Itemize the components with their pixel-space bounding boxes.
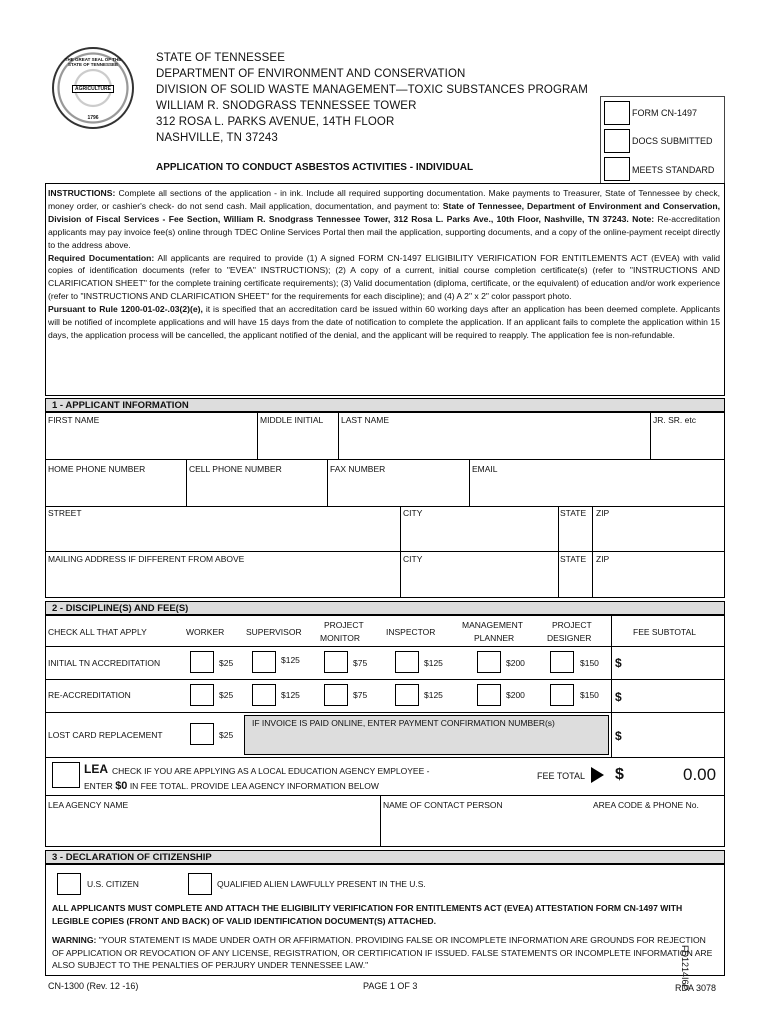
lea-instruction-3: IN FEE TOTAL. PROVIDE LEA AGENCY INFORMATION BELOW (129, 781, 379, 791)
section-1-header: 1 - APPLICANT INFORMATION (45, 398, 725, 412)
form-cn1497-label: FORM CN-1497 (632, 108, 698, 118)
instructions-text (48, 187, 720, 342)
docs-submitted-label: DOCS SUBMITTED (632, 136, 713, 146)
lea-checkbox[interactable] (52, 762, 80, 788)
fee-amount: $25 (219, 690, 234, 700)
initial-management-planner-checkbox[interactable] (477, 651, 501, 673)
initial-supervisor-checkbox[interactable] (252, 651, 276, 673)
required-doc-text: All applicants are required to provide (1) A signed FORM CN-1497 ELIGIBILITY VERIFICATION FOR ENTITLEMENTS ACT (EVEA) with valid copies of identification documents (refer to "EVEA" INSTRUCTIONS); (2) A copy of a current, initial course completion certificate(s) (refer to "INSTRUCTIONS AND CLARIFICATION SHEET" for the complete training certificate requirements); (3) Valid documentation (diploma, certificate, or the equivalent) of education and/or work experience (refer to "INSTRUCTIONS AND CLARIFICATION SHEET" for the requirements for each discipline); and (4) A 2" x 2" color passport photo. (48, 252, 721, 302)
required-doc-label: Required Documentation: (48, 252, 155, 263)
zip-field[interactable]: ZIP (596, 508, 610, 518)
reacc-management-planner-checkbox[interactable] (477, 684, 501, 706)
section-3-header: 3 - DECLARATION OF CITIZENSHIP (45, 850, 725, 864)
footer-rda: RDA 3078 (675, 983, 717, 993)
initial-subtotal-field[interactable]: $ (615, 656, 622, 670)
warning-body: "YOUR STATEMENT IS MADE UNDER OATH OR AFFIRMATION. PROVIDING FALSE OR INCOMPLETE INFORMATION ARE GROUNDS FOR REJECTION OF APPLICATION OR REVOCATION OF ANY LICENSE, REGISTRATION, OR CERTIFICATION IF ISSUED. FALSE STATEMENTS OR INCOMPLETE INFORMATION ARE ALSO SUBJECT TO THE PENALTIES OF PERJURY UNDER TENNESSEE LAW." (52, 935, 713, 970)
note-text: Re-accreditation applicants may pay invoice fee(s) online through TDEC Online Services Portal then mail the application, supporting documents, and a copy of the online-payment receipt directly to the address above. (48, 213, 720, 250)
reacc-project-monitor-checkbox[interactable] (324, 684, 348, 706)
mailing-city-field[interactable]: CITY (403, 554, 423, 564)
seal-text: THE GREAT SEAL OF THE STATE OF TENNESSEE (64, 57, 122, 67)
header-line: WILLIAM R. SNODGRASS TENNESSEE TOWER (156, 100, 417, 112)
check-all-label: CHECK ALL THAT APPLY (48, 627, 147, 637)
fee-total-dollar: $ (615, 766, 624, 783)
fee-amount: $25 (219, 730, 234, 740)
reacc-inspector-checkbox[interactable] (395, 684, 419, 706)
reaccreditation-label: RE-ACCREDITATION (48, 690, 131, 700)
lea-instruction-2: ENTER (84, 781, 113, 791)
mailing-address-field[interactable]: MAILING ADDRESS IF DIFFERENT FROM ABOVE (48, 554, 245, 564)
fee-amount: $150 (580, 658, 599, 668)
lost-card-label: LOST CARD REPLACEMENT (48, 730, 163, 740)
contact-phone-field[interactable]: AREA CODE & PHONE No. (593, 800, 699, 810)
fee-amount: $125 (281, 690, 300, 700)
footer-page-number: PAGE 1 OF 3 (363, 981, 418, 991)
middle-initial-field[interactable]: MIDDLE INITIAL (260, 415, 324, 425)
reacc-project-designer-checkbox[interactable] (550, 684, 574, 706)
docs-submitted-checkbox[interactable] (604, 129, 630, 153)
section-2-header: 2 - DISCIPLINE(S) AND FEE(S) (45, 601, 725, 615)
initial-accreditation-label: INITIAL TN ACCREDITATION (48, 658, 161, 668)
worker-header: WORKER (186, 627, 225, 637)
form-title: APPLICATION TO CONDUCT ASBESTOS ACTIVITIES - INDIVIDUAL (156, 162, 474, 173)
project-designer-header-2: DESIGNER (547, 633, 592, 643)
note-label: Note: (632, 213, 655, 224)
reacc-subtotal-field[interactable]: $ (615, 690, 622, 704)
initial-project-monitor-checkbox[interactable] (324, 651, 348, 673)
fax-field[interactable]: FAX NUMBER (330, 464, 386, 474)
home-phone-field[interactable]: HOME PHONE NUMBER (48, 464, 146, 474)
side-form-code: FD1214I6P (680, 945, 690, 991)
first-name-field[interactable]: FIRST NAME (48, 415, 100, 425)
fee-amount: $200 (506, 658, 525, 668)
fee-amount: $125 (281, 655, 300, 665)
rule-text: it is specified that an accreditation card be issued within 60 working days after an application has been deemed complete. Applicants will be notified of incomplete applications and will have 15 days from the date of notification to complete the application. If an applicant fails to complete the application within 15 days, the application process will be cancelled, the applicant notified of the denial, and the applicant will be required to reapply. The application fee is non-refundable. (48, 304, 720, 340)
us-citizen-checkbox[interactable] (57, 873, 81, 895)
cell-phone-field[interactable]: CELL PHONE NUMBER (189, 464, 282, 474)
fee-amount: $200 (506, 690, 525, 700)
form-cn1497-checkbox[interactable] (604, 101, 630, 125)
lea-instruction: CHECK IF YOU ARE APPLYING AS A LOCAL EDUCATION AGENCY EMPLOYEE - (112, 766, 430, 776)
initial-inspector-checkbox[interactable] (395, 651, 419, 673)
fee-amount: $25 (219, 658, 234, 668)
applicant-info-grid (45, 412, 725, 598)
inspector-header: INSPECTOR (386, 627, 436, 637)
evea-requirement: ALL APPLICANTS MUST COMPLETE AND ATTACH THE ELIGIBILITY VERIFICATION FOR ENTITLEMENTS ACT (EVEA) ATTESTATION FORM CN-1497 WITH LEGIBLE COPIES (FRONT AND BACK) OF VALID IDENTIFICATION DOCUMENT(S) ATTACHED. (52, 903, 683, 926)
payment-confirmation-label: IF INVOICE IS PAID ONLINE, ENTER PAYMENT CONFIRMATION NUMBER(s) (252, 718, 555, 728)
rule-label: Pursuant to Rule 1200-01-02-.03(2)(e), (48, 304, 203, 315)
fee-total-label: FEE TOTAL (537, 771, 586, 781)
fee-amount: $125 (424, 658, 443, 668)
lea-label: LEA (84, 762, 108, 776)
header-line: 312 ROSA L. PARKS AVENUE, 14TH FLOOR (156, 116, 395, 128)
supervisor-header: SUPERVISOR (246, 627, 302, 637)
initial-worker-checkbox[interactable] (190, 651, 214, 673)
lea-zero: $0 (115, 780, 128, 792)
state-seal (52, 47, 134, 129)
instructions-label: INSTRUCTIONS: (48, 188, 116, 198)
email-field[interactable]: EMAIL (472, 464, 498, 474)
contact-person-field[interactable]: NAME OF CONTACT PERSON (383, 800, 503, 810)
fee-amount: $125 (424, 690, 443, 700)
city-field[interactable]: CITY (403, 508, 423, 518)
suffix-field[interactable]: JR. SR. etc (653, 415, 696, 425)
reacc-worker-checkbox[interactable] (190, 684, 214, 706)
fee-amount: $150 (580, 690, 599, 700)
fee-amount: $75 (353, 658, 368, 668)
project-monitor-header-2: MONITOR (320, 633, 360, 643)
seal-agriculture: AGRICULTURE (72, 85, 114, 93)
fee-total-value[interactable]: 0.00 (683, 765, 717, 784)
warning-label: WARNING: (52, 935, 97, 945)
footer-form-number: CN-1300 (Rev. 12 -16) (48, 981, 139, 991)
qualified-alien-checkbox[interactable] (188, 873, 212, 895)
meets-standard-checkbox[interactable] (604, 157, 630, 181)
project-designer-header: PROJECT (552, 620, 592, 630)
header-line: NASHVILLE, TN 37243 (156, 132, 278, 144)
instructions-body: Complete all sections of the application - in ink. Include all required supporting documentation. Make payments to Treasurer, State of Tennessee by check, money order, or cashier's check- do not send cash. Mail application, documentation, and payment to: (48, 188, 721, 211)
agency-header (156, 50, 588, 146)
lost-card-subtotal-field[interactable]: $ (615, 729, 622, 743)
state-field[interactable]: STATE (560, 508, 587, 518)
reacc-supervisor-checkbox[interactable] (252, 684, 276, 706)
lost-card-checkbox[interactable] (190, 723, 214, 745)
fee-amount: $75 (353, 690, 368, 700)
management-planner-header: MANAGEMENT (462, 620, 523, 630)
arrow-right-icon (591, 767, 604, 783)
project-monitor-header: PROJECT (324, 620, 364, 630)
lea-agency-field[interactable]: LEA AGENCY NAME (48, 800, 129, 810)
meets-standard-label: MEETS STANDARD (632, 165, 715, 175)
management-planner-header-2: PLANNER (474, 633, 515, 643)
header-line: DEPARTMENT OF ENVIRONMENT AND CONSERVATION (156, 68, 466, 80)
warning-text (52, 934, 716, 972)
seal-year: 1796 (87, 115, 99, 121)
qualified-alien-label: QUALIFIED ALIEN LAWFULLY PRESENT IN THE U.S. (217, 879, 426, 889)
header-line: STATE OF TENNESSEE (156, 52, 285, 64)
mailing-zip-field[interactable]: ZIP (596, 554, 610, 564)
initial-project-designer-checkbox[interactable] (550, 651, 574, 673)
us-citizen-label: U.S. CITIZEN (87, 879, 139, 889)
street-field[interactable]: STREET (48, 508, 82, 518)
header-line: DIVISION OF SOLID WASTE MANAGEMENT—TOXIC SUBSTANCES PROGRAM (156, 84, 588, 96)
mailing-state-field[interactable]: STATE (560, 554, 587, 564)
fee-subtotal-header: FEE SUBTOTAL (633, 627, 696, 637)
mailing-address: State of Tennessee, Department of Environment and Conservation, Division of Fiscal Services - Fee Section, William R. Snodgrass Tennessee Tower, 312 Rosa L. Parks Ave., 10th Floor, Nashville, TN 37243. (48, 200, 720, 224)
last-name-field[interactable]: LAST NAME (341, 415, 390, 425)
